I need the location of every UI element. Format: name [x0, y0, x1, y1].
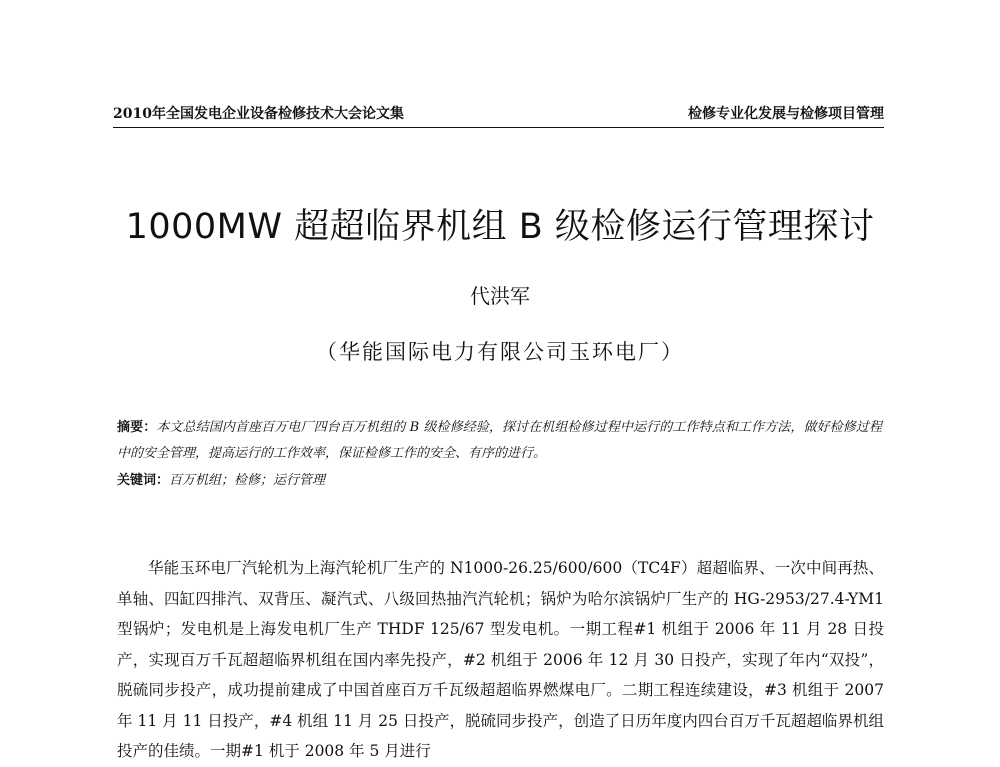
- keywords-text: 百万机组；检修；运行管理: [169, 473, 326, 488]
- running-header-right: 检修专业化发展与检修项目管理: [688, 106, 884, 122]
- abstract-label: 摘要：: [117, 420, 157, 435]
- running-header-left: 2010年全国发电企业设备检修技术大会论文集: [113, 106, 404, 122]
- paper-title: 1000MW 超超临界机组 B 级检修运行管理探讨: [125, 207, 875, 247]
- abstract-text: 本文总结国内首座百万电厂四台百万机组的 B 级检修经验，探讨在机组检修过程中运行的工作特点和工作方法，做好检修过程中的安全管理，提高运行的工作效率，保证检修工作的安全、有序的进行。: [117, 420, 882, 461]
- author-affiliation: （华能国际电力有限公司玉环电厂）: [316, 340, 684, 364]
- keywords-label: 关键词：: [117, 473, 170, 488]
- body-paragraph: 华能玉环电厂汽轮机为上海汽轮机厂生产的 N1000-26.25/600/600（TC4F）超超临界、一次中间再热、单轴、四缸四排汽、双背压、凝汽式、八级回热抽汽汽轮机；锅炉为哈尔滨锅炉厂生产的 HG-2953/27.4-YM1 型锅炉；发电机是上海发电机厂生产 THDF 125/67 型发电机。一期工程#1 机组于 2006 年 11 月 28 日投产，实现百万千瓦超超临界机组在国内率先投产，#2 机组于 2006 年 12 月 30 日投产，实现了年内“双投”，脱硫同步投产，成功提前建成了中国首座百万千瓦级超超临界燃煤电厂。二期工程连续建设，#3 机组于 2007 年 11 月 11 日投产，#4 机组 11 月 25 日投产，脱硫同步投产，创造了日历年度内四台百万千瓦超超临界机组投产的佳绩。一期#1 机于 2008 年 5 月进行: [117, 559, 884, 760]
- author-name: 代洪军: [470, 284, 530, 308]
- running-header: [113, 104, 884, 128]
- keywords: [117, 468, 882, 494]
- abstract: [117, 415, 882, 467]
